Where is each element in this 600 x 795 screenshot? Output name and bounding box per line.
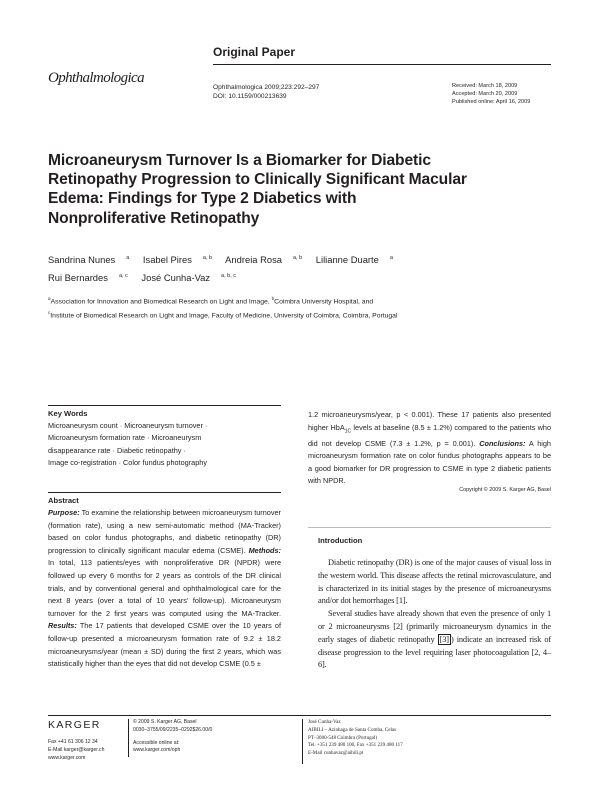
results-continued: levels at baseline (8.5 ± 1.2%) compared to the patients who did not develop CSME (7.3 ± 1.2%, p = 0.001). [308,422,552,448]
reference-link[interactable]: [3] [439,634,449,644]
author-list [48,250,468,286]
purpose-label: Purpose: [48,508,80,517]
keywords-line: Image co-registration · Color fundus photography [48,458,207,468]
keywords-line: Microaneurysm formation rate · Microaneurysm [48,433,202,443]
paragraph: Diabetic retinopathy (DR) is one of the major causes of visual loss in the western world. This disease affects the retinal microvasculature, and is characterized in its initial stages by the presence of microaneurysms and/or dot hemorrhages [1]. [318,558,551,606]
rights-line: © 2009 S. Karger AG, Basel [133,719,197,725]
publisher-contact [48,739,104,762]
intro-rule [308,527,551,528]
correspondence-block [308,719,403,758]
citation-block [213,83,319,101]
abstract-rule [48,492,281,493]
abstract-left-column [48,507,281,671]
affiliation-line: $^a$Association for Innovation and Biomedical Research on Light and Image, $^b$Coimbra University Hospital, and [48,296,374,306]
paragraph: Several studies have already shown that even the presence of only 1 or 2 microaneurysms [2] (primarily microaneurysm dynamics in the early stages of diabetic retinopathy [3] ) indicate an increased risk of disease progression to the level requiring laser photocoagulation [2, 4–6]. [318,609,551,670]
methods-label: Methods: [248,545,281,555]
author[interactable]: Rui Bernardes $^{a, c}$ [48,272,128,284]
introduction-heading: Introduction [318,536,363,545]
keywords-heading: Key Words [48,409,88,418]
affiliation-line: $^c$Institute of Biomedical Research on Light and Image, Faculty of Medicine, University of Coimbra, Coimbra, Portugal [48,310,398,320]
conclusions-text: A high microaneurysm formation rate on color fundus photographs appears to be a good biomarker for DR progression to CSME in type 2 diabetic patients with NPDR. [308,438,551,486]
results-label: Results: [48,621,77,631]
journal-logo: Ophthalmologica [48,70,144,86]
author[interactable]: Sandrina Nunes $^a$ [48,254,130,266]
correspondence-line: AIBILI – Azinhaga de Santa Comba, Celas [308,726,397,733]
keywords-line: Microaneurysm count · Microaneurysm turnover · [48,421,208,430]
dates-block [452,83,530,106]
access-link[interactable]: www.karger.com/oph [133,747,181,754]
keywords-list [48,420,280,470]
footer-divider [128,719,129,757]
accepted-date: Accepted: March 20, 2009 [452,90,518,97]
methods-text: In total, 113 patients/eyes with nonproliferative DR (NPDR) were followed up every 6 months for 2 years as controls of the DR clinical trials, and by conventional general and ophthalmological care for the next 8 years (over a total of 10 years’ follow-up). Microaneurysm turnover for the 2 first years was computed using the MA-Tracker. [48,558,281,618]
author[interactable]: Lilianne Duarte $^a$ [315,254,393,266]
website-link[interactable]: www.karger.com [48,754,86,761]
correspondence-email[interactable]: E-Mail cunhavaz@aibili.pt [308,750,364,757]
rights-line: 0030–3755/09/2235–0292$26.00/0 [133,726,213,733]
correspondence-line: PT–3000-548 Coimbra (Portugal) [308,734,378,741]
abstract-heading: Abstract [48,496,79,505]
keywords-rule [48,405,281,406]
fax: Fax +41 61 306 12 34 [48,739,98,745]
paper-type-label: Original Paper [213,45,296,59]
purpose-text: To examine the relationship between microaneurysm turnover (formation rate), using a new semi-automatic method (MA-Tracker) based on color fundus photographs, and diabetic retinopathy (DR) progression to clinically significant macular edema (CSME). [48,508,281,555]
introduction-body [318,557,551,672]
footer-divider [302,719,303,764]
access-line: Accessible online at: [133,739,180,746]
correspondence-line: José Cunha-Vaz [308,719,341,725]
abstract-right-column [308,409,551,488]
author[interactable]: José Cunha-Vaz $^{a, b, c}$ [141,272,237,284]
affiliations [48,293,498,322]
correspondence-line: Tel. +351 239 480 100, Fax +351 239 480 117 [308,742,403,749]
publisher-logo: KARGER [48,719,101,731]
received-date: Received: March 18, 2009 [452,83,518,89]
citation-line: Ophthalmologica 2009;223:292–297 [213,84,320,91]
published-date: Published online: April 16, 2009 [452,98,531,105]
footer-rule [48,715,551,716]
email-link[interactable]: E-Mail karger@karger.ch [48,746,105,753]
author[interactable]: Isabel Pires $^{a, b}$ [142,254,213,266]
article-title: Microaneurysm Turnover Is a Biomarker for Diabetic Retinopathy Progression to Clinically Significant Macular Edema: Findings for Type 2 Diabetics with Nonproliferative Retinopathy [48,152,467,227]
hba1c-subscript: 1C [344,428,352,435]
copyright-line: Copyright © 2009 S. Karger AG, Basel [459,487,551,493]
conclusions-label: Conclusions: [479,438,526,448]
keywords-line: disappearance rate · Diabetic retinopathy · [48,445,186,455]
results-continued: 1.2 microaneurysms/year, p < 0.001). These 17 patients also presented higher HbA [308,410,551,432]
publisher-rights [133,719,212,755]
results-text: The 17 patients that developed CSME over the 10 years of follow-up presented a microaneurysm formation rate of 9.2 ± 18.2 microaneurysms/year (mean ± SD) during the first 2 years, which was statistically higher than the eyes that did not develop CSME (0.5 ± [48,621,281,669]
author[interactable]: Andreia Rosa $^{a, b}$ [225,254,303,266]
doi-link[interactable]: DOI: 10.1159/000213639 [213,93,287,100]
header-rule [213,64,551,65]
